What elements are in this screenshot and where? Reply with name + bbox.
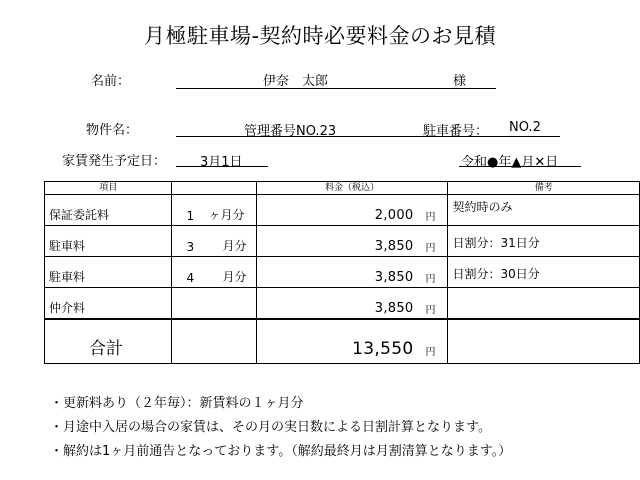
row-unit: 月分 <box>222 270 247 284</box>
row-amount: 3,850 <box>374 301 414 316</box>
honorific: 様 <box>453 74 467 89</box>
total-amount: 13,550 <box>352 339 414 359</box>
row-yen: 円 <box>425 274 436 285</box>
column-header-remarks: 備考 <box>448 182 640 195</box>
total-yen: 円 <box>425 347 436 358</box>
row-item: 駐車料 <box>49 239 86 253</box>
footnote-cancellation: ・解約は1ヶ月前通告となっております。（解約最終月は月割清算となります。） <box>50 444 512 459</box>
row-quantity: 4 <box>186 271 195 285</box>
name-underline <box>176 88 496 89</box>
parking-number-label: 駐車番号： <box>423 124 489 139</box>
row-yen: 円 <box>425 212 436 223</box>
date-underline <box>459 166 581 167</box>
row-amount: 3,850 <box>374 270 414 285</box>
row-note: 日割分：30日分 <box>452 267 540 281</box>
row-quantity: 1 <box>186 209 195 223</box>
row-amount: 3,850 <box>374 239 414 254</box>
fee-table <box>44 181 640 364</box>
footnotes <box>50 392 511 464</box>
property-label: 物件名： <box>86 123 139 138</box>
column-header-amount: 料金（税込） <box>256 182 448 195</box>
row-note: 日割分：31日分 <box>452 236 540 250</box>
rent-start-underline <box>176 166 268 167</box>
row-unit: 月分 <box>222 239 247 253</box>
table-row <box>45 226 640 257</box>
name-value: 伊奈 太郎 <box>263 74 329 89</box>
document-title: 月極駐車場-契約時必要料金のお見積 <box>143 24 497 48</box>
parking-number-value: NO.2 <box>509 120 541 135</box>
name-label: 名前： <box>91 74 131 89</box>
rent-start-label: 家賃発生予定日： <box>62 154 167 169</box>
rent-start-value: 3月1日 <box>200 155 243 170</box>
table-row <box>45 195 640 226</box>
total-label: 合計 <box>89 339 123 359</box>
column-header-quantity <box>172 182 256 195</box>
footnote-prorated-rent: ・月途中入居の場合の家賃は、その月の実日数による日割計算となります。 <box>50 420 491 435</box>
estimate-date: 令和●年▲月✕日 <box>461 155 559 170</box>
row-note: 契約時のみ <box>452 200 513 214</box>
property-underline <box>176 136 560 137</box>
row-amount: 2,000 <box>374 208 414 223</box>
row-quantity: 3 <box>186 240 195 254</box>
table-row <box>45 288 640 320</box>
table-row <box>45 257 640 288</box>
row-item: 仲介料 <box>49 301 86 315</box>
row-yen: 円 <box>425 305 436 316</box>
row-yen: 円 <box>425 243 436 254</box>
total-row <box>45 319 640 364</box>
footnote-renewal: ・更新料あり（２年毎）：新賃料の１ヶ月分 <box>50 396 304 411</box>
property-value: 管理番号NO.23 <box>244 124 337 139</box>
row-item: 駐車料 <box>49 270 86 284</box>
row-item: 保証委託料 <box>49 208 110 222</box>
column-header-item: 項目 <box>45 182 172 195</box>
table-header-row <box>45 182 640 195</box>
row-unit: ヶ月分 <box>208 208 245 222</box>
